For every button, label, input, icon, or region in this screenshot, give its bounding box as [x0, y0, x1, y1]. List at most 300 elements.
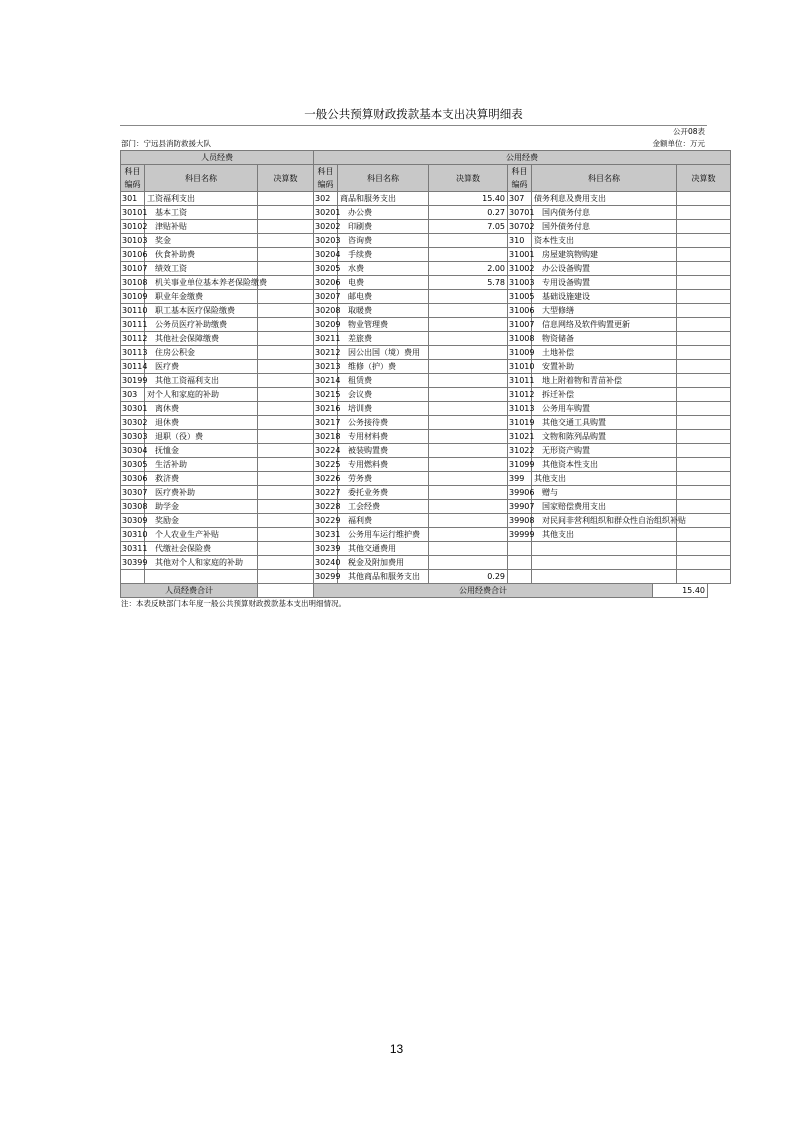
cell-amount [429, 290, 508, 304]
cell-name: 赠与 [532, 486, 677, 500]
cell-code: 30111 [121, 318, 145, 332]
cell-name: 物业管理费 [338, 318, 429, 332]
cell-name: 电费 [338, 276, 429, 290]
cell-code: 30239 [314, 542, 338, 556]
cell-name [532, 570, 677, 584]
cell-code: 30208 [314, 304, 338, 318]
cell-amount [429, 332, 508, 346]
cell-code: 30107 [121, 262, 145, 276]
cell-amount: 15.40 [429, 192, 508, 206]
cell-name: 邮电费 [338, 290, 429, 304]
cell-name: 国外债务付息 [532, 220, 677, 234]
cell-name: 其他工资福利支出 [145, 374, 258, 388]
cell-code: 39908 [508, 514, 532, 528]
cell-amount [677, 206, 731, 220]
table-row [121, 248, 731, 262]
table-row [121, 332, 731, 346]
cell-code: 30301 [121, 402, 145, 416]
footnote: 注：本表反映部门本年度一般公共预算财政拨款基本支出明细情况。 [121, 599, 346, 608]
cell-amount: 2.00 [429, 262, 508, 276]
cell-amount [258, 514, 314, 528]
table-row [121, 458, 731, 472]
cell-code: 39907 [508, 500, 532, 514]
cell-code: 30308 [121, 500, 145, 514]
cell-amount [258, 304, 314, 318]
cell-name: 国内债务付息 [532, 206, 677, 220]
cell-code: 30226 [314, 472, 338, 486]
cell-code: 30305 [121, 458, 145, 472]
cell-code: 39906 [508, 486, 532, 500]
cell-name: 公务接待费 [338, 416, 429, 430]
cell-name: 办公费 [338, 206, 429, 220]
cell-code: 31013 [508, 402, 532, 416]
cell-code: 30306 [121, 472, 145, 486]
cell-name [532, 556, 677, 570]
table-row [121, 472, 731, 486]
cell-code: 31019 [508, 416, 532, 430]
cell-name: 委托业务费 [338, 486, 429, 500]
cell-amount [429, 360, 508, 374]
personnel-total-label: 人员经费合计 [121, 584, 258, 598]
cell-amount [258, 388, 314, 402]
cell-code: 30229 [314, 514, 338, 528]
cell-amount [677, 444, 731, 458]
cell-name: 抚恤金 [145, 444, 258, 458]
cell-code: 39999 [508, 528, 532, 542]
cell-amount: 5.78 [429, 276, 508, 290]
cell-name: 伙食补助费 [145, 248, 258, 262]
table-row [121, 206, 731, 220]
cell-amount [429, 514, 508, 528]
cell-name: 个人农业生产补贴 [145, 528, 258, 542]
cell-name: 职业年金缴费 [145, 290, 258, 304]
cell-code: 31099 [508, 458, 532, 472]
cell-name: 离休费 [145, 402, 258, 416]
cell-name: 津贴补贴 [145, 220, 258, 234]
cell-name: 医疗费补助 [145, 486, 258, 500]
cell-code: 30201 [314, 206, 338, 220]
cell-amount [677, 430, 731, 444]
cell-code: 303 [121, 388, 145, 402]
totals-table [120, 583, 708, 598]
col-code: 科目 编码 [508, 165, 532, 192]
cell-amount [258, 486, 314, 500]
cell-code: 30309 [121, 514, 145, 528]
cell-amount [677, 542, 731, 556]
cell-code: 30224 [314, 444, 338, 458]
cell-name: 租赁费 [338, 374, 429, 388]
cell-name: 信息网络及软件购置更新 [532, 318, 677, 332]
cell-code: 30102 [121, 220, 145, 234]
cell-code: 31012 [508, 388, 532, 402]
cell-code: 30211 [314, 332, 338, 346]
cell-amount [429, 234, 508, 248]
cell-name: 其他社会保障缴费 [145, 332, 258, 346]
cell-amount [258, 332, 314, 346]
cell-code: 31010 [508, 360, 532, 374]
cell-code: 30108 [121, 276, 145, 290]
cell-code: 30231 [314, 528, 338, 542]
cell-name: 绩效工资 [145, 262, 258, 276]
cell-name: 职工基本医疗保险缴费 [145, 304, 258, 318]
cell-amount [258, 220, 314, 234]
cell-name: 劳务费 [338, 472, 429, 486]
cell-code: 30199 [121, 374, 145, 388]
department-name: 部门：宁远县消防救援大队 [121, 139, 211, 148]
cell-code: 30701 [508, 206, 532, 220]
cell-name: 其他对个人和家庭的补助 [145, 556, 258, 570]
cell-amount [429, 528, 508, 542]
cell-name: 其他支出 [532, 472, 677, 486]
expenditure-table [120, 150, 731, 584]
cell-code: 31008 [508, 332, 532, 346]
cell-code: 30240 [314, 556, 338, 570]
col-name: 科目名称 [145, 165, 258, 192]
cell-code: 30218 [314, 430, 338, 444]
cell-name: 基础设施建设 [532, 290, 677, 304]
cell-code: 30304 [121, 444, 145, 458]
cell-name: 医疗费 [145, 360, 258, 374]
table-row [121, 570, 731, 584]
cell-name: 因公出国（境）费用 [338, 346, 429, 360]
cell-code: 30204 [314, 248, 338, 262]
cell-name: 土地补偿 [532, 346, 677, 360]
cell-name: 手续费 [338, 248, 429, 262]
cell-code: 30101 [121, 206, 145, 220]
page-number: 13 [389, 1042, 404, 1056]
cell-amount [429, 430, 508, 444]
cell-name: 取暖费 [338, 304, 429, 318]
cell-code: 310 [508, 234, 532, 248]
cell-name: 税金及附加费用 [338, 556, 429, 570]
cell-amount [258, 206, 314, 220]
cell-code: 30307 [121, 486, 145, 500]
cell-amount [677, 402, 731, 416]
cell-code: 302 [314, 192, 338, 206]
cell-name: 拆迁补偿 [532, 388, 677, 402]
cell-name: 大型修缮 [532, 304, 677, 318]
cell-amount [258, 402, 314, 416]
cell-code: 30113 [121, 346, 145, 360]
report-sheet [120, 103, 716, 610]
cell-name: 专用设备购置 [532, 276, 677, 290]
cell-amount [677, 458, 731, 472]
table-number-line [120, 126, 707, 138]
table-row [121, 542, 731, 556]
cell-code: 31011 [508, 374, 532, 388]
cell-code: 30206 [314, 276, 338, 290]
cell-amount [258, 346, 314, 360]
section-public: 公用经费 [314, 151, 731, 165]
col-amount: 决算数 [429, 165, 508, 192]
cell-code: 31005 [508, 290, 532, 304]
table-row [121, 528, 731, 542]
cell-amount [258, 234, 314, 248]
table-row [121, 290, 731, 304]
cell-code: 30310 [121, 528, 145, 542]
cell-name: 其他资本性支出 [532, 458, 677, 472]
cell-amount [429, 374, 508, 388]
cell-name: 无形资产购置 [532, 444, 677, 458]
cell-amount [429, 304, 508, 318]
cell-amount [429, 486, 508, 500]
cell-amount [258, 318, 314, 332]
col-amount: 决算数 [258, 165, 314, 192]
section-personnel: 人员经费 [121, 151, 314, 165]
cell-code: 30212 [314, 346, 338, 360]
cell-code: 31009 [508, 346, 532, 360]
cell-amount [677, 416, 731, 430]
cell-amount [429, 500, 508, 514]
cell-code: 31003 [508, 276, 532, 290]
cell-name: 水费 [338, 262, 429, 276]
cell-code: 31002 [508, 262, 532, 276]
cell-amount [677, 472, 731, 486]
cell-name: 住房公积金 [145, 346, 258, 360]
cell-code: 30106 [121, 248, 145, 262]
cell-name: 公务员医疗补助缴费 [145, 318, 258, 332]
cell-amount [429, 388, 508, 402]
cell-amount [429, 556, 508, 570]
table-row [121, 374, 731, 388]
cell-code: 30203 [314, 234, 338, 248]
cell-name: 奖金 [145, 234, 258, 248]
table-row [121, 192, 731, 206]
cell-name: 奖励金 [145, 514, 258, 528]
cell-name: 专用燃料费 [338, 458, 429, 472]
cell-amount [429, 416, 508, 430]
cell-amount [677, 346, 731, 360]
col-name: 科目名称 [532, 165, 677, 192]
totals-row [121, 584, 708, 598]
table-number: 公开08表 [672, 127, 705, 136]
public-total-value: 15.40 [653, 584, 708, 598]
cell-amount [677, 304, 731, 318]
cell-name: 基本工资 [145, 206, 258, 220]
cell-code: 30209 [314, 318, 338, 332]
cell-amount [429, 458, 508, 472]
cell-amount [677, 332, 731, 346]
cell-amount [258, 458, 314, 472]
cell-name: 机关事业单位基本养老保险缴费 [145, 276, 258, 290]
cell-amount [677, 276, 731, 290]
cell-name: 其他交通工具购置 [532, 416, 677, 430]
cell-code: 399 [508, 472, 532, 486]
cell-amount: 7.05 [429, 220, 508, 234]
cell-amount [258, 570, 314, 584]
cell-amount [258, 360, 314, 374]
col-name: 科目名称 [338, 165, 429, 192]
cell-code: 30217 [314, 416, 338, 430]
cell-amount [258, 542, 314, 556]
cell-amount [258, 444, 314, 458]
table-row [121, 388, 731, 402]
public-total-label: 公用经费合计 [314, 584, 653, 598]
cell-code: 301 [121, 192, 145, 206]
cell-amount [429, 402, 508, 416]
cell-amount [677, 486, 731, 500]
cell-code: 31001 [508, 248, 532, 262]
cell-amount [258, 192, 314, 206]
cell-code: 30114 [121, 360, 145, 374]
cell-code: 30311 [121, 542, 145, 556]
cell-amount [677, 220, 731, 234]
cell-code: 30214 [314, 374, 338, 388]
cell-code: 307 [508, 192, 532, 206]
table-row [121, 220, 731, 234]
amount-unit: 金额单位：万元 [652, 139, 705, 148]
cell-code: 30215 [314, 388, 338, 402]
cell-amount [258, 416, 314, 430]
cell-code: 30302 [121, 416, 145, 430]
cell-code: 31006 [508, 304, 532, 318]
cell-code: 30227 [314, 486, 338, 500]
table-row [121, 444, 731, 458]
cell-amount [429, 248, 508, 262]
cell-name: 被装购置费 [338, 444, 429, 458]
table-row [121, 500, 731, 514]
col-code: 科目 编码 [314, 165, 338, 192]
table-row [121, 402, 731, 416]
cell-amount [258, 290, 314, 304]
cell-name: 公务用车购置 [532, 402, 677, 416]
cell-name: 其他交通费用 [338, 542, 429, 556]
cell-name: 物资储备 [532, 332, 677, 346]
cell-amount: 0.27 [429, 206, 508, 220]
cell-amount [677, 290, 731, 304]
cell-amount [429, 318, 508, 332]
table-row [121, 346, 731, 360]
cell-amount: 0.29 [429, 570, 508, 584]
column-header-row [121, 165, 731, 192]
report-title: 一般公共预算财政拨款基本支出决算明细表 [120, 103, 707, 126]
cell-amount [258, 374, 314, 388]
table-row [121, 486, 731, 500]
table-row [121, 318, 731, 332]
cell-amount [677, 192, 731, 206]
cell-code: 30110 [121, 304, 145, 318]
cell-amount [258, 472, 314, 486]
table-row [121, 556, 731, 570]
cell-code: 30303 [121, 430, 145, 444]
cell-amount [677, 570, 731, 584]
table-row [121, 514, 731, 528]
cell-name: 商品和服务支出 [338, 192, 429, 206]
cell-name [145, 570, 258, 584]
cell-name: 专用材料费 [338, 430, 429, 444]
personnel-total-value [258, 584, 314, 598]
cell-amount [258, 528, 314, 542]
cell-name: 其他商品和服务支出 [338, 570, 429, 584]
table-row [121, 304, 731, 318]
cell-name: 生活补助 [145, 458, 258, 472]
cell-code: 30103 [121, 234, 145, 248]
section-header-row [121, 151, 731, 165]
cell-name: 国家赔偿费用支出 [532, 500, 677, 514]
cell-code: 30112 [121, 332, 145, 346]
table-row [121, 430, 731, 444]
cell-amount [258, 500, 314, 514]
cell-name: 会议费 [338, 388, 429, 402]
cell-name: 代缴社会保险费 [145, 542, 258, 556]
cell-code: 30207 [314, 290, 338, 304]
cell-code [508, 556, 532, 570]
cell-code: 30702 [508, 220, 532, 234]
cell-name: 对个人和家庭的补助 [145, 388, 258, 402]
cell-code: 30399 [121, 556, 145, 570]
cell-amount [677, 388, 731, 402]
cell-name: 福利费 [338, 514, 429, 528]
cell-code: 30109 [121, 290, 145, 304]
cell-name: 房屋建筑物购建 [532, 248, 677, 262]
cell-amount [429, 346, 508, 360]
cell-code: 31007 [508, 318, 532, 332]
cell-code: 30299 [314, 570, 338, 584]
cell-name: 退休费 [145, 416, 258, 430]
cell-amount [429, 542, 508, 556]
cell-name: 对民间非营利组织和群众性自治组织补贴 [532, 514, 677, 528]
cell-amount [677, 500, 731, 514]
cell-name: 其他支出 [532, 528, 677, 542]
table-row [121, 262, 731, 276]
cell-code [508, 542, 532, 556]
cell-code: 30216 [314, 402, 338, 416]
cell-amount [258, 556, 314, 570]
cell-amount [258, 248, 314, 262]
cell-code: 30202 [314, 220, 338, 234]
cell-amount [677, 360, 731, 374]
cell-amount [677, 262, 731, 276]
col-amount: 决算数 [677, 165, 731, 192]
table-row [121, 276, 731, 290]
cell-name: 公务用车运行维护费 [338, 528, 429, 542]
table-row [121, 360, 731, 374]
table-row [121, 234, 731, 248]
cell-name: 安置补助 [532, 360, 677, 374]
cell-name: 地上附着物和青苗补偿 [532, 374, 677, 388]
cell-amount [429, 444, 508, 458]
cell-amount [677, 556, 731, 570]
cell-name: 助学金 [145, 500, 258, 514]
cell-code: 30225 [314, 458, 338, 472]
cell-code: 30205 [314, 262, 338, 276]
cell-name: 债务利息及费用支出 [532, 192, 677, 206]
cell-code [121, 570, 145, 584]
cell-amount [677, 318, 731, 332]
cell-name: 印刷费 [338, 220, 429, 234]
cell-code [508, 570, 532, 584]
cell-name: 培训费 [338, 402, 429, 416]
cell-name: 咨询费 [338, 234, 429, 248]
cell-amount [258, 262, 314, 276]
cell-amount [677, 234, 731, 248]
cell-code: 30213 [314, 360, 338, 374]
cell-name [532, 542, 677, 556]
cell-name: 救济费 [145, 472, 258, 486]
cell-name: 工资福利支出 [145, 192, 258, 206]
cell-code: 31021 [508, 430, 532, 444]
cell-amount [429, 472, 508, 486]
dept-unit-line [120, 138, 707, 150]
cell-name: 文物和陈列品购置 [532, 430, 677, 444]
cell-code: 30228 [314, 500, 338, 514]
cell-amount [677, 374, 731, 388]
cell-name: 办公设备购置 [532, 262, 677, 276]
table-row [121, 416, 731, 430]
col-code: 科目 编码 [121, 165, 145, 192]
cell-name: 工会经费 [338, 500, 429, 514]
cell-name: 维修（护）费 [338, 360, 429, 374]
